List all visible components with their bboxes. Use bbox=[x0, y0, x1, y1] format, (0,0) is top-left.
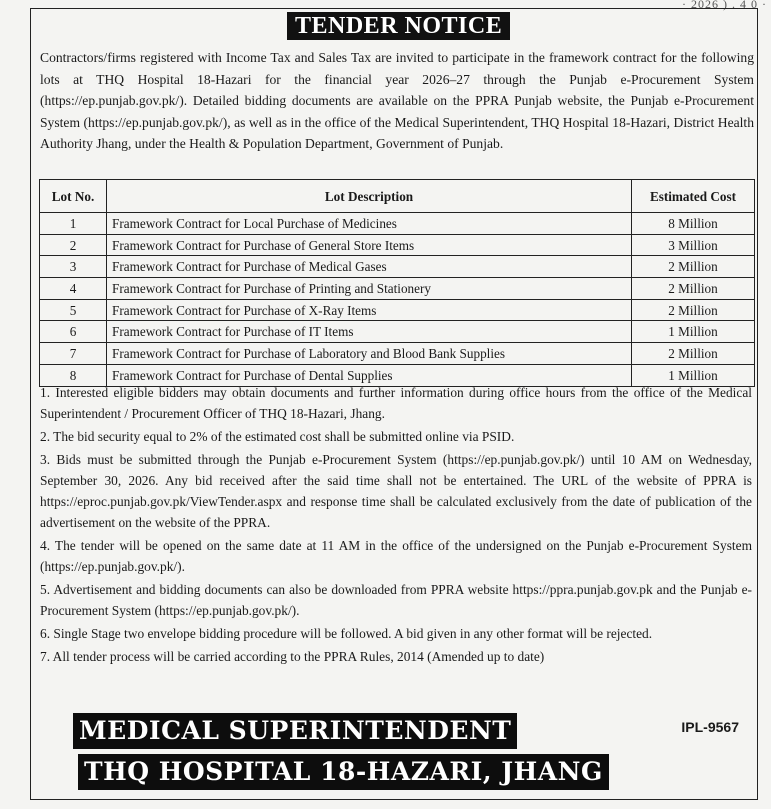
lot-description: Framework Contract for Purchase of Laboratory and Blood Bank Supplies bbox=[107, 343, 632, 365]
lot-cost: 2 Million bbox=[632, 278, 755, 300]
term-item: 1. Interested eligible bidders may obtain documents and further information during office hours from the office of the Medical Superintendent / Procurement Officer of THQ 18-Hazari, Jhang. bbox=[40, 385, 752, 421]
header-lot-description: Lot Description bbox=[107, 180, 632, 213]
lot-description: Framework Contract for Purchase of Printing and Stationery bbox=[107, 278, 632, 300]
table-row bbox=[40, 278, 755, 300]
lot-cost: 2 Million bbox=[632, 256, 755, 278]
lot-description: Framework Contract for Purchase of IT Items bbox=[107, 321, 632, 343]
lot-cost: 8 Million bbox=[632, 213, 755, 235]
terms-list bbox=[40, 382, 752, 669]
lot-cost: 1 Million bbox=[632, 364, 755, 386]
table-row bbox=[40, 343, 755, 365]
lot-number: 7 bbox=[40, 343, 107, 365]
term-item: 6. Single Stage two envelope bidding procedure will be followed. A bid given in any other format will be rejected. bbox=[40, 626, 653, 641]
term-item: 5. Advertisement and bidding documents can also be downloaded from PPRA website https://ppra.punjab.gov.pk and the Punjab e-Procurement System (https://ep.punjab.gov.pk/). bbox=[40, 582, 752, 618]
signatory-title: MEDICAL SUPERINTENDENT bbox=[73, 713, 517, 749]
table-row bbox=[40, 299, 755, 321]
header-lot-no: Lot No. bbox=[40, 180, 107, 213]
lot-description: Framework Contract for Purchase of General Store Items bbox=[107, 234, 632, 256]
signatory-office: THQ HOSPITAL 18-HAZARI, JHANG bbox=[78, 754, 609, 790]
cropped-header-fragment: · 2026 ) . 4 0 · bbox=[682, 0, 767, 11]
table-row bbox=[40, 213, 755, 235]
term-item: 7. All tender process will be carried according to the PPRA Rules, 2014 (Amended up to date) bbox=[40, 649, 545, 664]
lot-number: 2 bbox=[40, 234, 107, 256]
lot-description: Framework Contract for Purchase of Medical Gases bbox=[107, 256, 632, 278]
lot-cost: 2 Million bbox=[632, 299, 755, 321]
lot-number: 8 bbox=[40, 364, 107, 386]
lots-table bbox=[39, 179, 755, 387]
table-row bbox=[40, 321, 755, 343]
signature-block bbox=[45, 709, 745, 797]
notice-title: TENDER NOTICE bbox=[287, 12, 510, 40]
term-item: 3. Bids must be submitted through the Punjab e-Procurement System (https://ep.punjab.gov.pk/) until 10 AM on Wednesday, September 30, 2026. Any bid received after the said time shall not be entertained. The URL of the website of PPRA is https://eproc.punjab.gov.pk/ViewTender.aspx and response time shall be calculated exclusively from the date of publication of the advertisement on the website of the PPRA. bbox=[40, 452, 752, 530]
table-row bbox=[40, 256, 755, 278]
lot-description: Framework Contract for Purchase of Dental Supplies bbox=[107, 364, 632, 386]
term-item: 4. The tender will be opened on the same date at 11 AM in the office of the undersigned on the Punjab e-Procurement System (https://ep.punjab.gov.pk/). bbox=[40, 538, 752, 574]
term-item: 2. The bid security equal to 2% of the estimated cost shall be submitted online via PSID. bbox=[40, 429, 515, 444]
lot-description: Framework Contract for Local Purchase of Medicines bbox=[107, 213, 632, 235]
lot-number: 5 bbox=[40, 299, 107, 321]
lot-number: 6 bbox=[40, 321, 107, 343]
table-header-row bbox=[40, 180, 755, 213]
tender-notice bbox=[30, 8, 758, 800]
table-row bbox=[40, 234, 755, 256]
intro-paragraph: Contractors/firms registered with Income Tax and Sales Tax are invited to participate in the framework contract for the following lots at THQ Hospital 18-Hazari for the financial year 2026–27 through the Punjab e-Procurement System (https://ep.punjab.gov.pk/). Detailed bidding documents are available on the PPRA Punjab website, the Punjab e-Procurement System (https://ep.punjab.gov.pk/), as well as in the office of the Medical Superintendent, THQ Hospital 18-Hazari, District Health Authority Jhang, under the Health & Population Department, Government of Punjab. bbox=[40, 50, 754, 151]
lot-cost: 1 Million bbox=[632, 321, 755, 343]
lot-description: Framework Contract for Purchase of X-Ray Items bbox=[107, 299, 632, 321]
lot-number: 4 bbox=[40, 278, 107, 300]
lot-cost: 3 Million bbox=[632, 234, 755, 256]
ipl-code: IPL-9567 bbox=[681, 719, 739, 735]
lot-number: 3 bbox=[40, 256, 107, 278]
lot-cost: 2 Million bbox=[632, 343, 755, 365]
header-estimated-cost: Estimated Cost bbox=[632, 180, 755, 213]
lot-number: 1 bbox=[40, 213, 107, 235]
